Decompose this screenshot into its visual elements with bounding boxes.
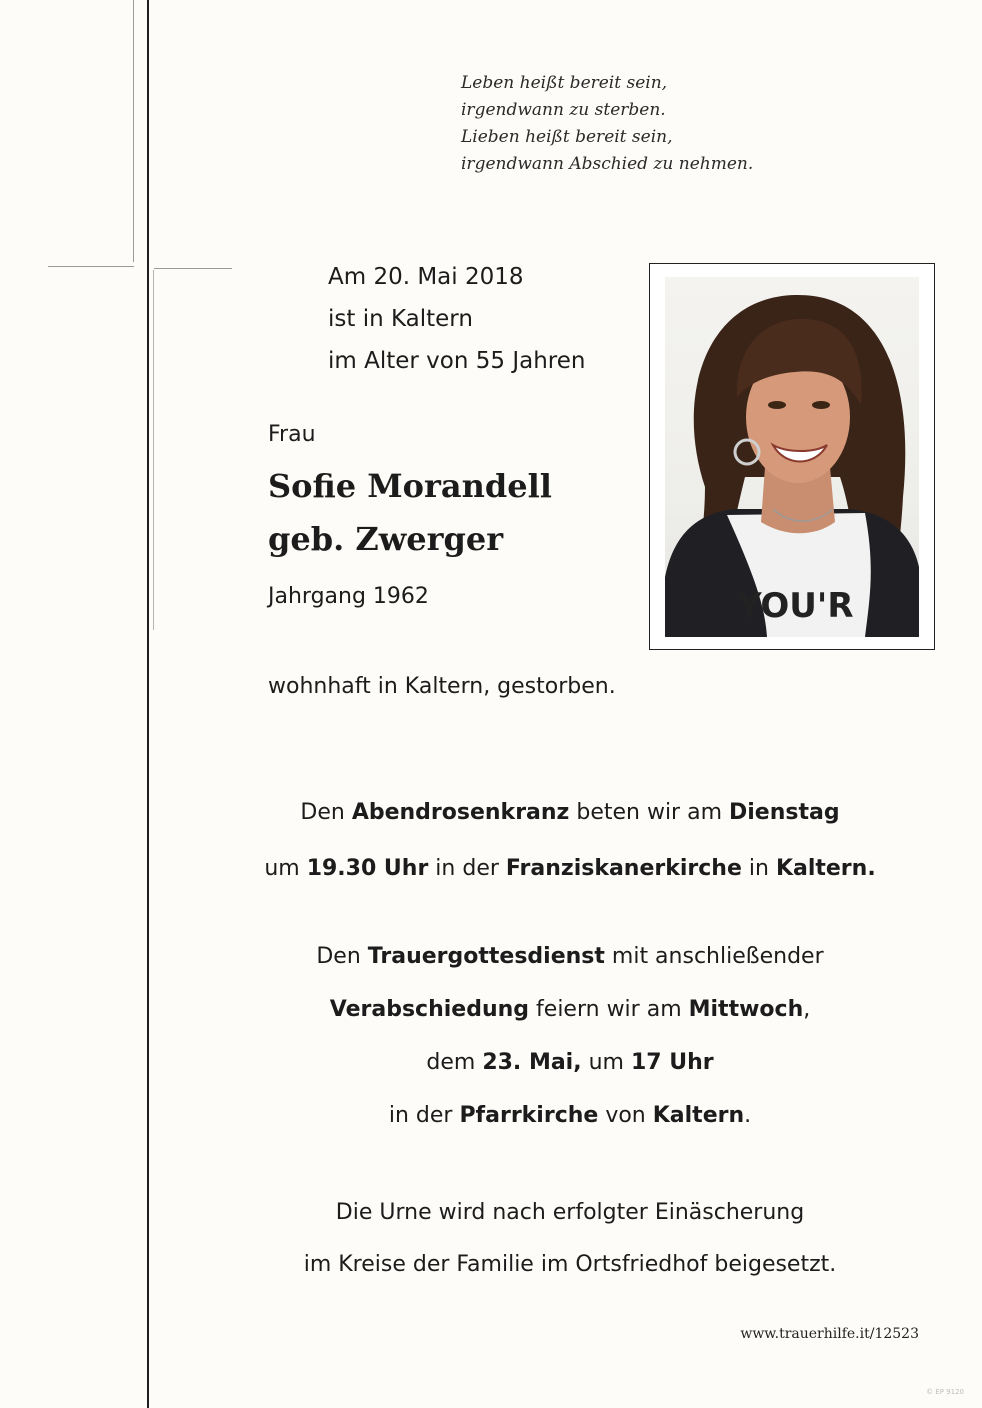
service-day: Mittwoch xyxy=(688,997,804,1022)
rosary-line-1 xyxy=(225,785,915,841)
residence-text: wohnhaft in Kaltern, gestorben. xyxy=(268,674,616,699)
cross-line-shadow xyxy=(153,270,154,630)
service-church: Pfarrkirche xyxy=(459,1103,599,1128)
text-span: in der xyxy=(428,856,506,881)
rosary-label: Abendrosenkranz xyxy=(351,800,570,825)
intro-line: Am 20. Mai 2018 xyxy=(328,264,524,290)
text-span: um xyxy=(264,856,307,881)
text-span: beten wir am xyxy=(569,800,729,825)
urn-line: im Kreise der Familie im Ortsfriedhof beigesetzt. xyxy=(303,1252,837,1277)
intro-line: ist in Kaltern xyxy=(328,306,473,332)
rosary-info xyxy=(225,785,915,897)
urn-line: Die Urne wird nach erfolgter Einäscherung xyxy=(335,1200,805,1225)
poem-line: Lieben heißt bereit sein, xyxy=(461,127,673,147)
rosary-time: 19.30 Uhr xyxy=(306,856,429,881)
rosary-town: Kaltern. xyxy=(775,856,876,881)
text-span: in xyxy=(741,856,776,881)
poem xyxy=(461,70,753,178)
service-date: 23. Mai, xyxy=(482,1050,582,1075)
text-span: dem xyxy=(426,1050,483,1075)
service-time: 17 Uhr xyxy=(630,1050,714,1075)
text-span: um xyxy=(581,1050,631,1075)
service-line-2 xyxy=(225,983,915,1036)
service-town: Kaltern xyxy=(652,1103,745,1128)
text-span: in der xyxy=(388,1103,460,1128)
print-code: © EP 9120 xyxy=(926,1388,964,1396)
birth-year: Jahrgang 1962 xyxy=(268,584,429,609)
cross-line-main xyxy=(147,0,149,1408)
text-span: Den xyxy=(300,800,352,825)
cross-bar-left xyxy=(48,266,134,267)
urn-info xyxy=(225,1187,915,1291)
service-label: Trauergottesdienst xyxy=(367,944,605,969)
cross-line-thin xyxy=(133,0,134,262)
text-span: feiern wir am xyxy=(529,997,689,1022)
salutation: Frau xyxy=(268,422,316,447)
name-line: Sofie Morandell xyxy=(268,467,552,505)
rosary-day: Dienstag xyxy=(729,800,840,825)
portrait-frame xyxy=(649,263,935,650)
deceased-name xyxy=(268,460,552,566)
service-line-1 xyxy=(225,930,915,983)
text-span: , xyxy=(803,997,811,1022)
service-line-3 xyxy=(225,1036,915,1089)
intro-line: im Alter von 55 Jahren xyxy=(328,348,586,374)
maiden-name-line: geb. Zwerger xyxy=(268,520,504,558)
shirt-print: YOU'R xyxy=(737,586,854,626)
service-line-4 xyxy=(225,1089,915,1142)
website-link[interactable]: www.trauerhilfe.it/12523 xyxy=(740,1326,919,1342)
text-span: von xyxy=(598,1103,653,1128)
poem-line: irgendwann zu sterben. xyxy=(461,100,666,120)
portrait-illustration xyxy=(665,277,919,637)
poem-line: Leben heißt bereit sein, xyxy=(461,73,668,93)
text-span: mit anschließender xyxy=(604,944,824,969)
text-span: . xyxy=(744,1103,752,1128)
rosary-church: Franziskanerkirche xyxy=(505,856,742,881)
death-intro xyxy=(328,256,585,382)
poem-line: irgendwann Abschied zu nehmen. xyxy=(461,154,754,174)
farewell-label: Verabschiedung xyxy=(329,997,530,1022)
service-info xyxy=(225,930,915,1142)
cross-bar-right xyxy=(154,268,232,269)
rosary-line-2 xyxy=(225,841,915,897)
portrait-photo xyxy=(665,277,919,637)
text-span: Den xyxy=(316,944,368,969)
